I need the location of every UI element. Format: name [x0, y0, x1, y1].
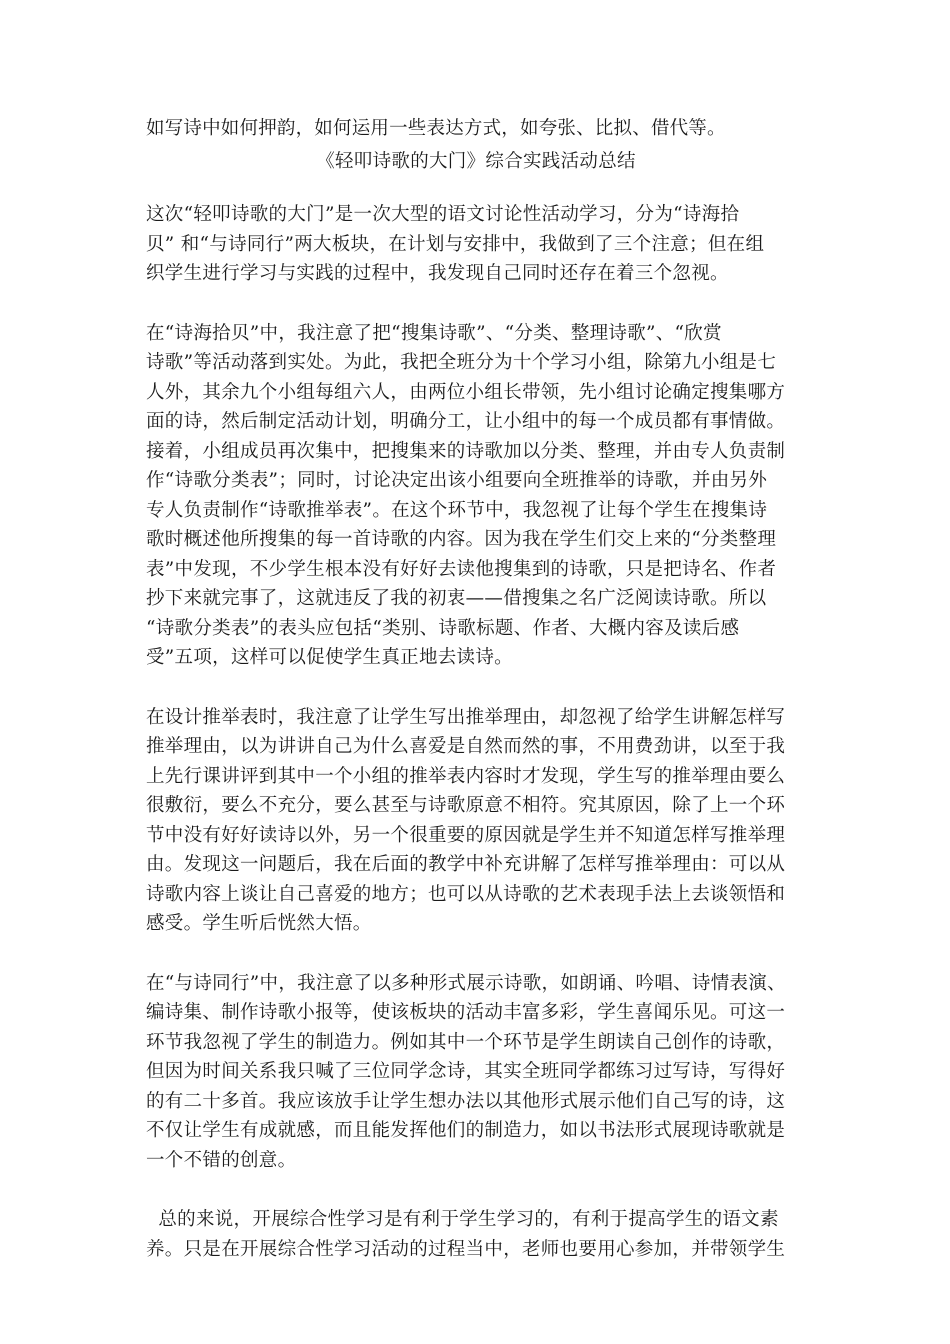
paragraph-line: 面的诗，然后制定活动计划，明确分工，让小组中的每一个成员都有事情做。: [146, 411, 786, 432]
paragraph-line: 受”五项，这样可以促使学生真正地去读诗。: [146, 647, 513, 668]
paragraph-line: 养。只是在开展综合性学习活动的过程当中，老师也要用心参加，并带领学生: [146, 1238, 786, 1260]
paragraph-shihai-shibei: [146, 319, 806, 673]
paragraph-line: 由。发现这一问题后，我在后面的教学中补充讲解了怎样写推举理由：可以从: [146, 854, 786, 875]
paragraph-line: 节中没有好好读诗以外，另一个很重要的原因就是学生并不知道怎样写推举理: [146, 824, 786, 846]
paragraph-line: 上先行课讲评到其中一个小组的推举表内容时才发现，学生写的推举理由要么: [146, 765, 786, 787]
paragraph-line: 表”中发现，不少学生根本没有好好去读他搜集到的诗歌，只是把诗名、作者: [146, 558, 777, 580]
paragraph-line: 编诗集、制作诗歌小报等，使该板块的活动丰富多彩，学生喜闻乐见。可这一: [146, 1002, 786, 1023]
paragraph-line: 织学生进行学习与实践的过程中，我发现自己同时还存在着三个忽视。: [146, 263, 729, 284]
paragraph-line: 环节我忽视了学生的制造力。例如其中一个环节是学生朗读自己创作的诗歌，: [146, 1031, 786, 1053]
paragraph-line: “诗歌分类表”的表头应包括“类别、诗歌标题、作者、大概内容及读后感: [146, 617, 740, 639]
paragraph-line: 总的来说，开展综合性学习是有利于学生学习的，有利于提高学生的语文素: [146, 1209, 779, 1230]
paragraph-line: 抄下来就完事了，这就违反了我的初衷——借搜集之名广泛阅读诗歌。所以: [146, 588, 767, 609]
paragraph-line: 专人负责制作“诗歌推举表”。在这个环节中，我忽视了让每个学生在搜集诗: [146, 499, 768, 521]
paragraph-line: 在“与诗同行”中，我注意了以多种形式展示诗歌，如朗诵、吟唱、诗情表演、: [146, 972, 786, 994]
paragraph-line: 但因为时间关系我只喊了三位同学念诗，其实全班同学都练习过写诗，写得好: [146, 1061, 786, 1082]
paragraph-line: 很敷衍，要么不充分，要么甚至与诗歌原意不相符。究其原因，除了上一个环: [146, 795, 786, 816]
lead-line: 如写诗中如何押韵，如何运用一些表达方式，如夸张、比拟、借代等。: [146, 118, 726, 139]
paragraph-yushi-tongxing: [146, 969, 806, 1176]
paragraph-line: 的有二十多首。我应该放手让学生想办法以其他形式展示他们自己写的诗，这: [146, 1090, 786, 1112]
paragraph-line: 在“诗海拾贝”中，我注意了把“搜集诗歌”、“分类、整理诗歌”、“欣赏: [146, 322, 722, 344]
paragraph-intro: [146, 200, 806, 289]
paragraph-line: 不仅让学生有成就感，而且能发挥他们的制造力，如以书法形式展现诗歌就是: [146, 1120, 786, 1141]
paragraph-line: 诗歌”等活动落到实处。为此，我把全班分为十个学习小组，除第九小组是七: [146, 352, 777, 373]
paragraph-line: 诗歌内容上谈让自己喜爱的地方；也可以从诗歌的艺术表现手法上去谈领悟和: [146, 883, 786, 905]
paragraph-line: 推举理由，以为讲讲自己为什么喜爱是自然而然的事，不用费劲讲，以至于我: [146, 736, 786, 757]
paragraph-line: 作“诗歌分类表”；同时，讨论决定出该小组要向全班推举的诗歌，并由另外: [146, 470, 768, 491]
paragraph-line: 一个不错的创意。: [146, 1149, 297, 1171]
paragraph-line: 这次“轻叩诗歌的大门”是一次大型的语文讨论性活动学习，分为“诗海拾: [146, 204, 740, 225]
paragraph-conclusion: [146, 1205, 806, 1264]
paragraph-line: 贝” 和“与诗同行”两大板块，在计划与安排中，我做到了三个注意；但在组: [146, 233, 765, 255]
paragraph-recommendation: [146, 703, 806, 939]
paragraph-line: 人外，其余九个小组每组六人，由两位小组长带领，先小组讨论确定搜集哪方: [146, 381, 786, 403]
paragraph-line: 感受。学生听后恍然大悟。: [146, 913, 372, 934]
document-title: 《轻叩诗歌的大门》综合实践活动总结: [316, 151, 636, 172]
paragraph-line: 在设计推举表时，我注意了让学生写出推举理由，却忽视了给学生讲解怎样写: [146, 706, 786, 728]
document-page: [146, 112, 806, 1264]
paragraph-line: 接着，小组成员再次集中，把搜集来的诗歌加以分类、整理，并由专人负责制: [146, 440, 786, 462]
paragraph-line: 歌时概述他所搜集的每一首诗歌的内容。因为我在学生们交上来的“分类整理: [146, 529, 777, 550]
